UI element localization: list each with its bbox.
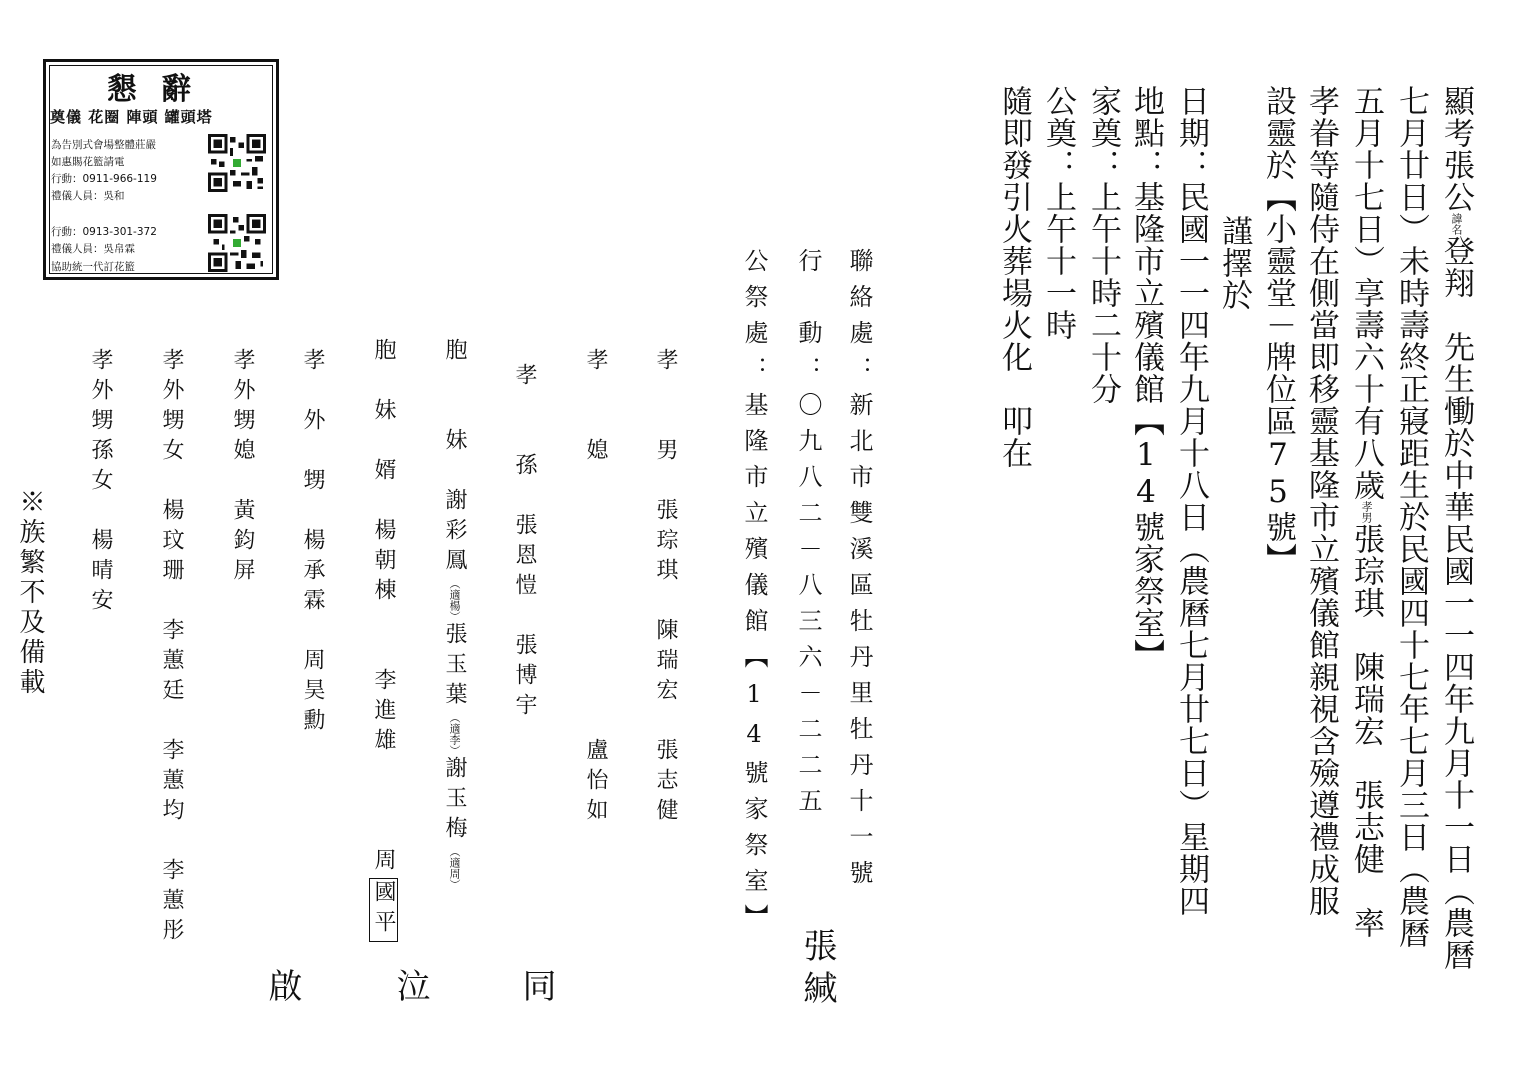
qr-code-icon[interactable] — [208, 134, 266, 192]
family-grandniece: 孝外甥孫女 楊晴安 — [88, 348, 113, 618]
family-nieces: 孝外甥女 楊玟珊 李蕙廷 李蕙均 李蕙彤 — [159, 348, 184, 948]
obituary-line-1: 顯考張公諱名登翔 先生慟於中華民國一一四年九月十一日（農曆 — [1438, 85, 1474, 971]
obituary-line-3: 五月十七日）享壽六十有八歲孝男張琮琪 陳瑞宏 張志健 率 — [1348, 85, 1384, 939]
obituary-line-6: 謹擇於 — [1216, 215, 1252, 311]
ad-line-1: 為告別式會場整體莊嚴 — [51, 139, 156, 151]
ad-phone-2: 行動：0913-301-372 — [51, 226, 157, 238]
ad-line-3: 協助統一代訂花籃 — [51, 261, 135, 273]
ad-services: 奠儀 花圈 陣頭 罐頭塔 — [50, 108, 213, 126]
ad-staff-1: 禮儀人員：吳和 — [51, 190, 125, 202]
signature-weep-3: 啟 — [262, 968, 302, 1010]
family-sisters: 胞 妹 謝彩鳳（適楊）張玉葉（適李）謝玉梅（適周） — [442, 338, 467, 890]
family-nephew-wife: 孝外甥媳 黃鈞屏 — [230, 348, 255, 588]
obituary-line-8: 地點：基隆市立殯儀館【14號家祭室】 — [1128, 85, 1164, 671]
family-brothers-in-law: 胞 妹 婿 楊朝棟 李進雄 周國平 — [371, 338, 396, 940]
ad-staff-2: 禮儀人員：吳帛霖 — [51, 243, 135, 255]
obituary-line-9: 家奠：上午十時二十分 — [1085, 85, 1121, 405]
florist-ad-box — [43, 59, 279, 280]
qr-code-icon[interactable] — [208, 214, 266, 272]
obituary-line-10: 公奠：上午十一時 — [1040, 85, 1076, 341]
ad-phone-1: 行動：0911-966-119 — [51, 173, 157, 185]
contact-venue: 公祭處：基隆市立殯儀館【14號家祭室】 — [740, 248, 768, 940]
obituary-line-4: 孝眷等隨侍在側當即移靈基隆市立殯儀館親視含殮遵禮成服 — [1303, 85, 1339, 917]
boxed-name: 國平 — [371, 880, 396, 940]
family-note: ※族繁不及備載 — [15, 488, 45, 698]
obituary-line-5: 設靈於【小靈堂－牌位區75號】 — [1260, 85, 1296, 575]
ad-line-2: 如惠賜花籃請電 — [51, 156, 125, 168]
family-grandsons: 孝 孫 張恩愷 張博宇 — [512, 363, 537, 723]
signature-weep-1: 同 — [516, 968, 556, 1010]
contact-mobile: 行 動：〇九八二－八三六－二二五 — [794, 248, 822, 824]
obituary-line-7: 日期：民國一一四年九月十八日（農曆七月廿七日）星期四 — [1173, 85, 1209, 917]
obituary-line-2: 七月廿日）未時壽終正寢距生於民國四十七年七月三日（農曆 — [1393, 85, 1429, 949]
family-son: 孝 男 張琮琪 陳瑞宏 張志健 — [653, 348, 678, 828]
contact-address: 聯絡處：新北市雙溪區牡丹里牡丹十一號 — [845, 248, 873, 896]
ad-title: 懇辭 — [107, 72, 215, 107]
signature-surname: 張緘 — [797, 928, 837, 1012]
family-daughter-in-law: 孝 媳 盧怡如 — [583, 348, 608, 828]
family-nephews: 孝 外 甥 楊承霖 周昊勳 — [300, 348, 325, 738]
obituary-line-11: 隨即發引火葬場火化 叩在 — [996, 85, 1032, 469]
signature-weep-2: 泣 — [390, 968, 430, 1010]
